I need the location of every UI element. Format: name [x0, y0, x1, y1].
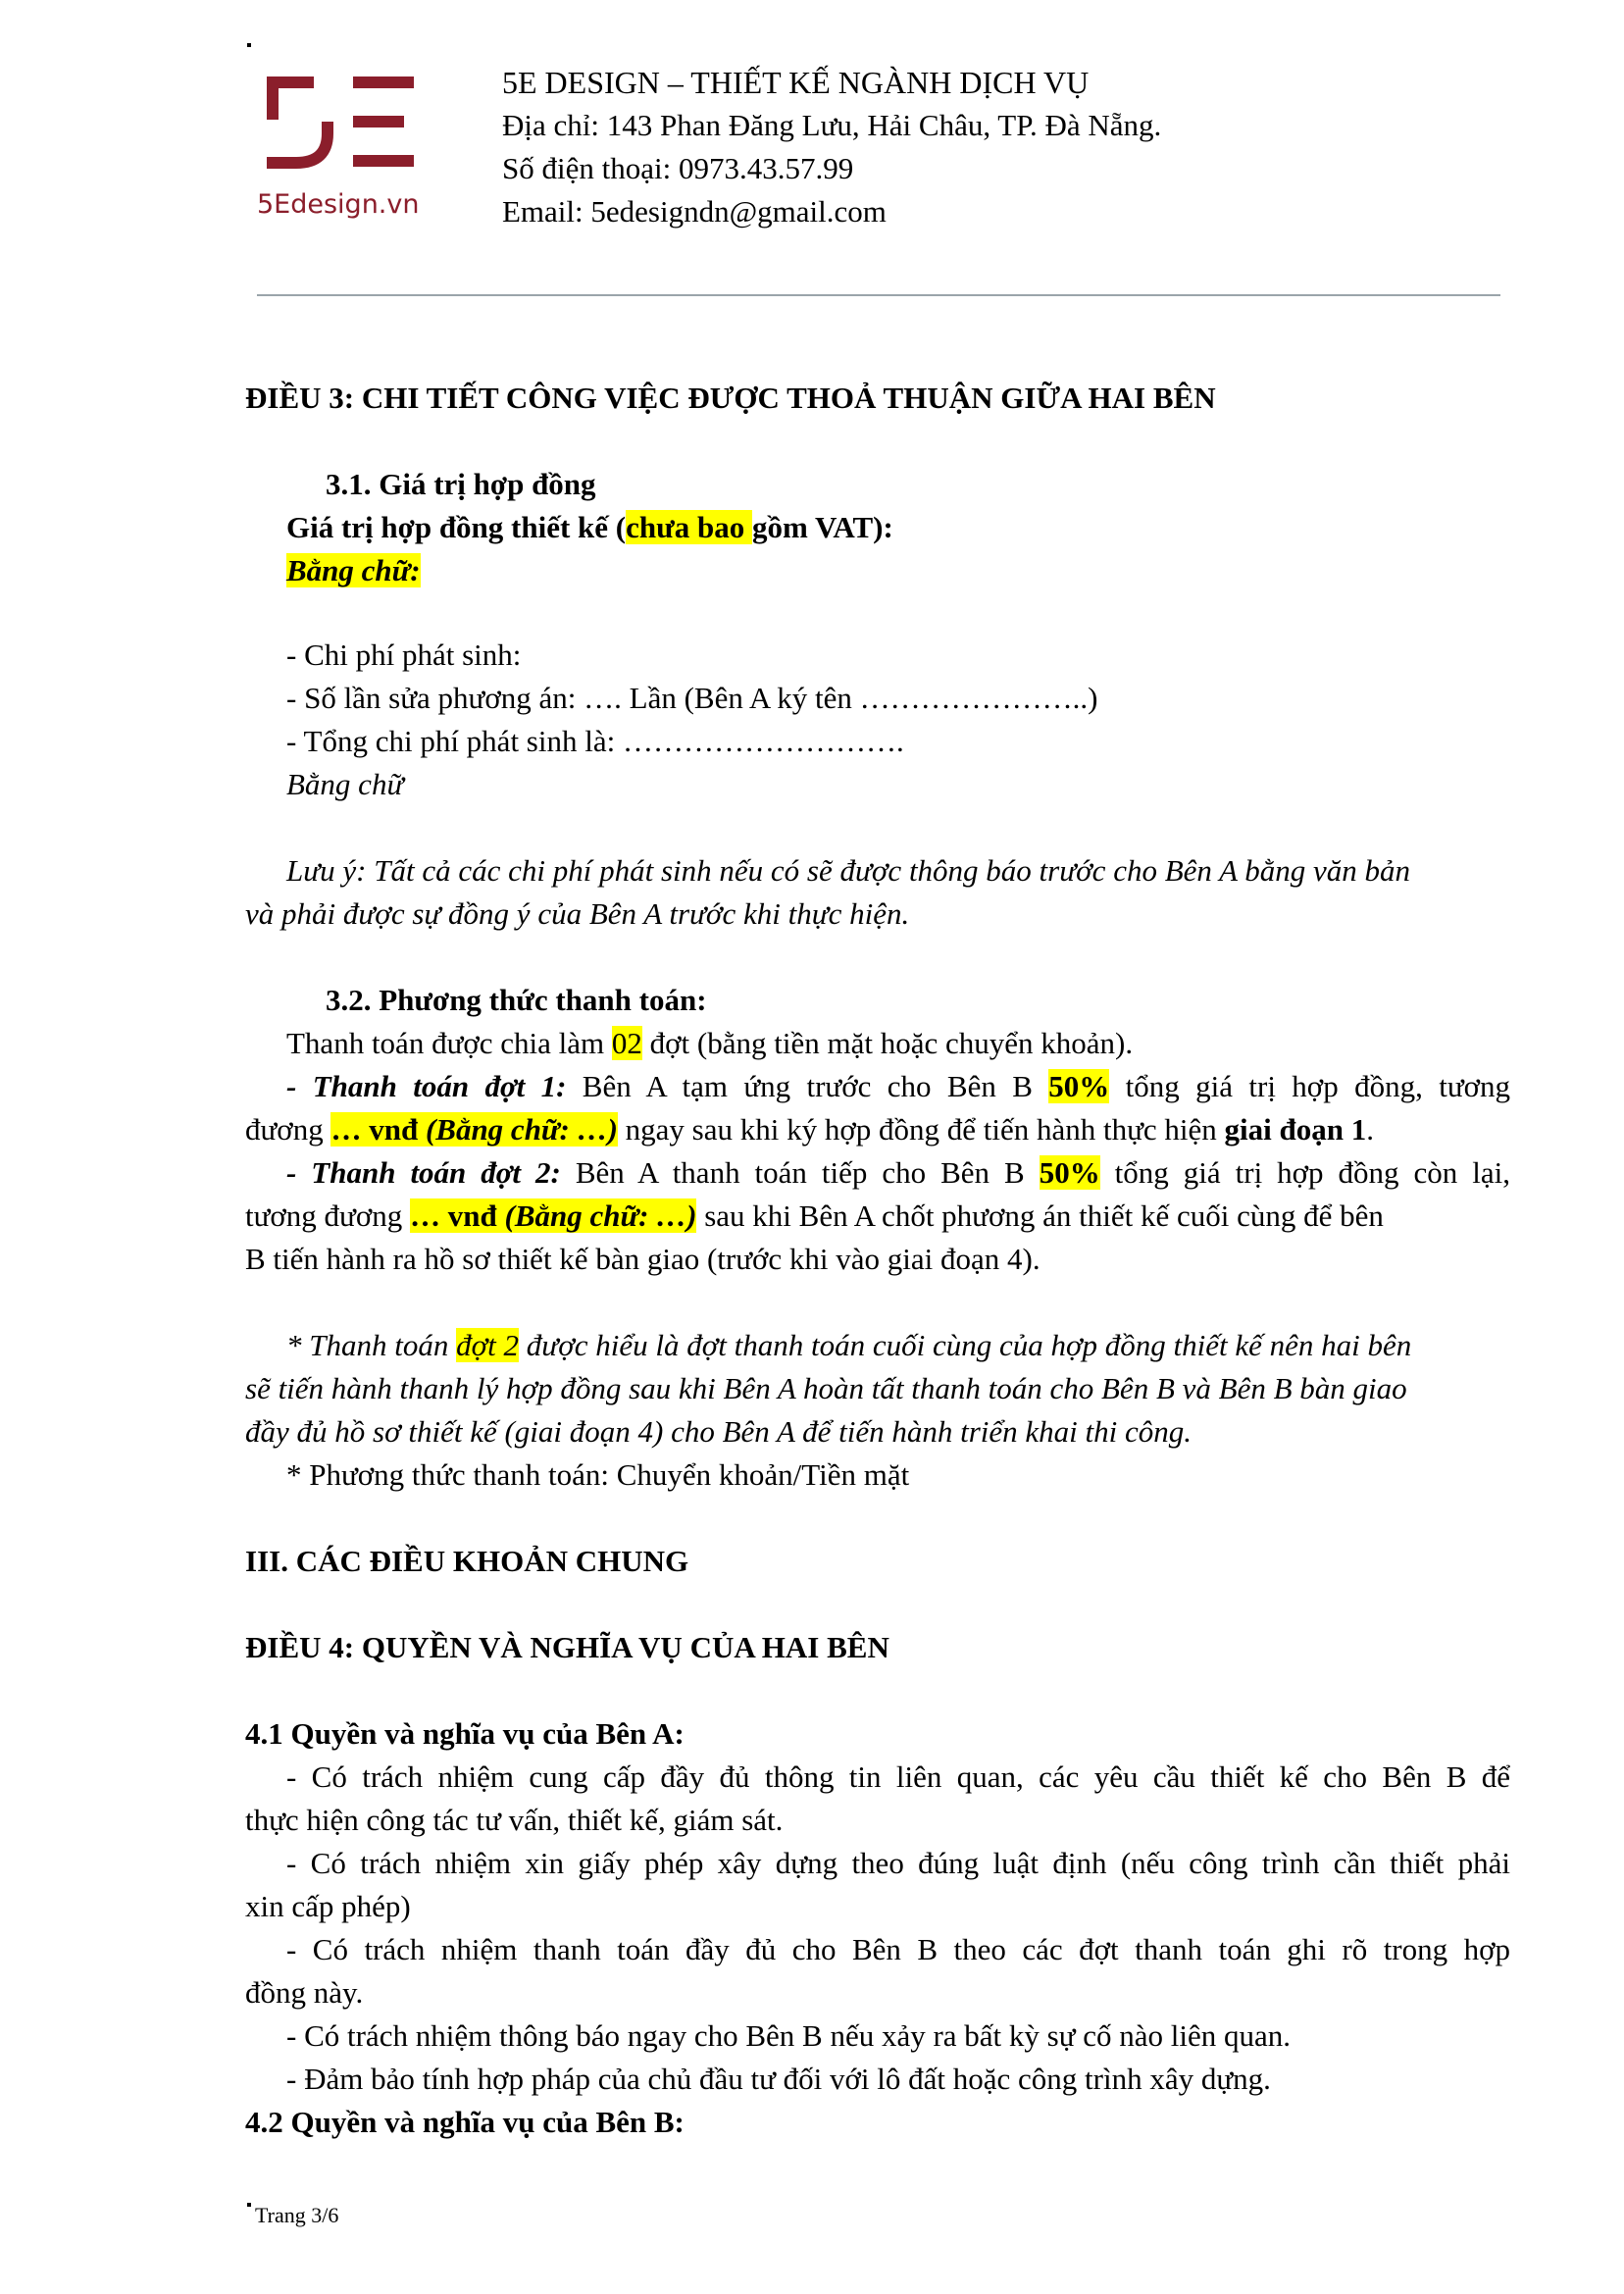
contract-value-line: Giá trị hợp đồng thiết kế (chưa bao gồm VAT):	[286, 510, 893, 544]
payment-2-line-3: B tiến hành ra hồ sơ thiết kế bàn giao (trước khi vào giai đoạn 4).	[245, 1242, 1040, 1276]
star-note-2: * Phương thức thanh toán: Chuyển khoản/Tiền mặt	[286, 1457, 910, 1492]
page-number: Trang 3/6	[255, 2203, 339, 2227]
duty-a-3-line-1: - Có trách nhiệm thanh toán đầy đủ cho Bên B theo các đợt thanh toán ghi rõ trong hợp	[286, 1932, 1510, 1966]
section-iii-title: III. CÁC ĐIỀU KHOẢN CHUNG	[245, 1544, 689, 1578]
footer-dot	[247, 2203, 251, 2207]
section-4-1-heading: 4.1 Quyền và nghĩa vụ của Bên A:	[245, 1716, 685, 1751]
duty-a-2-line-1: - Có trách nhiệm xin giấy phép xây dựng theo đúng luật định (nếu công trình cần thiết phải	[286, 1846, 1510, 1880]
duty-a-2-line-2: xin cấp phép)	[245, 1889, 411, 1923]
revisions-line: - Số lần sửa phương án: …. Lần (Bên A ký tên …………………..)	[286, 681, 1098, 715]
amount-in-words-label: Bằng chữ:	[286, 553, 421, 587]
note-line-1: Lưu ý: Tất cả các chi phí phát sinh nếu có sẽ được thông báo trước cho Bên A bằng văn bản	[286, 853, 1410, 888]
payment-1-line-2: đương … vnđ (Bằng chữ: …) ngay sau khi ký hợp đồng để tiến hành thực hiện giai đoạn 1.	[245, 1112, 1375, 1147]
duty-a-1-line-2: thực hiện công tác tư vấn, thiết kế, giám sát.	[245, 1803, 784, 1837]
extra-cost-line: - Chi phí phát sinh:	[286, 637, 522, 672]
payment-1-line-1: - Thanh toán đợt 1: Bên A tạm ứng trước cho Bên B 50% tổng giá trị hợp đồng, tương	[286, 1069, 1511, 1103]
payment-2-line-2: tương đương … vnđ (Bằng chữ: …) sau khi Bên A chốt phương án thiết kế cuối cùng để bên	[245, 1198, 1384, 1233]
article-4-title: ĐIỀU 4: QUYỀN VÀ NGHĨA VỤ CỦA HAI BÊN	[245, 1630, 889, 1664]
duty-a-1-line-1: - Có trách nhiệm cung cấp đầy đủ thông tin liên quan, các yêu cầu thiết kế cho Bên B để	[286, 1759, 1510, 1794]
total-extra-line: - Tổng chi phí phát sinh là: ……………………….	[286, 724, 904, 758]
duty-a-4: - Có trách nhiệm thông báo ngay cho Bên B nếu xảy ra bất kỳ sự cố nào liên quan.	[286, 2018, 1292, 2053]
document-body	[245, 0, 1510, 2294]
logo-text: 5Edesign.vn	[257, 189, 420, 220]
star-note-1-line-3: đầy đủ hồ sơ thiết kế (giai đoạn 4) cho Bên A để tiến hành triển khai thi công.	[245, 1414, 1193, 1449]
duty-a-3-line-2: đồng này.	[245, 1975, 364, 2010]
duty-a-5: - Đảm bảo tính hợp pháp của chủ đầu tư đối với lô đất hoặc công trình xây dựng.	[286, 2062, 1271, 2096]
section-4-2-heading: 4.2 Quyền và nghĩa vụ của Bên B:	[245, 2105, 685, 2139]
note-line-2: và phải được sự đồng ý của Bên A trước khi thực hiện.	[245, 896, 910, 931]
payment-2-line-1: - Thanh toán đợt 2: Bên A thanh toán tiếp cho Bên B 50% tổng giá trị hợp đồng còn lại,	[286, 1155, 1511, 1190]
section-3-1-heading: 3.1. Giá trị hợp đồng	[326, 467, 596, 501]
section-3-2-heading: 3.2. Phương thức thanh toán:	[326, 983, 707, 1017]
amount-in-words-2: Bằng chữ	[286, 767, 404, 801]
company-phone: Số điện thoại: 0973.43.57.99	[502, 151, 854, 185]
company-name: 5E DESIGN – THIẾT KẾ NGÀNH DỊCH VỤ	[502, 65, 1090, 100]
company-email: Email: 5edesigndn@gmail.com	[502, 194, 887, 229]
star-note-1-line-2: sẽ tiến hành thanh lý hợp đồng sau khi Bên A hoàn tất thanh toán cho Bên B và Bên B bàn giao	[245, 1371, 1407, 1405]
payment-intro: Thanh toán được chia làm 02 đợt (bằng tiền mặt hoặc chuyển khoản).	[286, 1026, 1134, 1060]
article-3-title: ĐIỀU 3: CHI TIẾT CÔNG VIỆC ĐƯỢC THOẢ THUẬN GIỮA HAI BÊN	[245, 381, 1216, 415]
star-note-1-line-1: * Thanh toán đợt 2 được hiểu là đợt thanh toán cuối cùng của hợp đồng thiết kế nên hai bên	[286, 1328, 1412, 1362]
company-address: Địa chỉ: 143 Phan Đăng Lưu, Hải Châu, TP. Đà Nẵng.	[502, 108, 1162, 142]
